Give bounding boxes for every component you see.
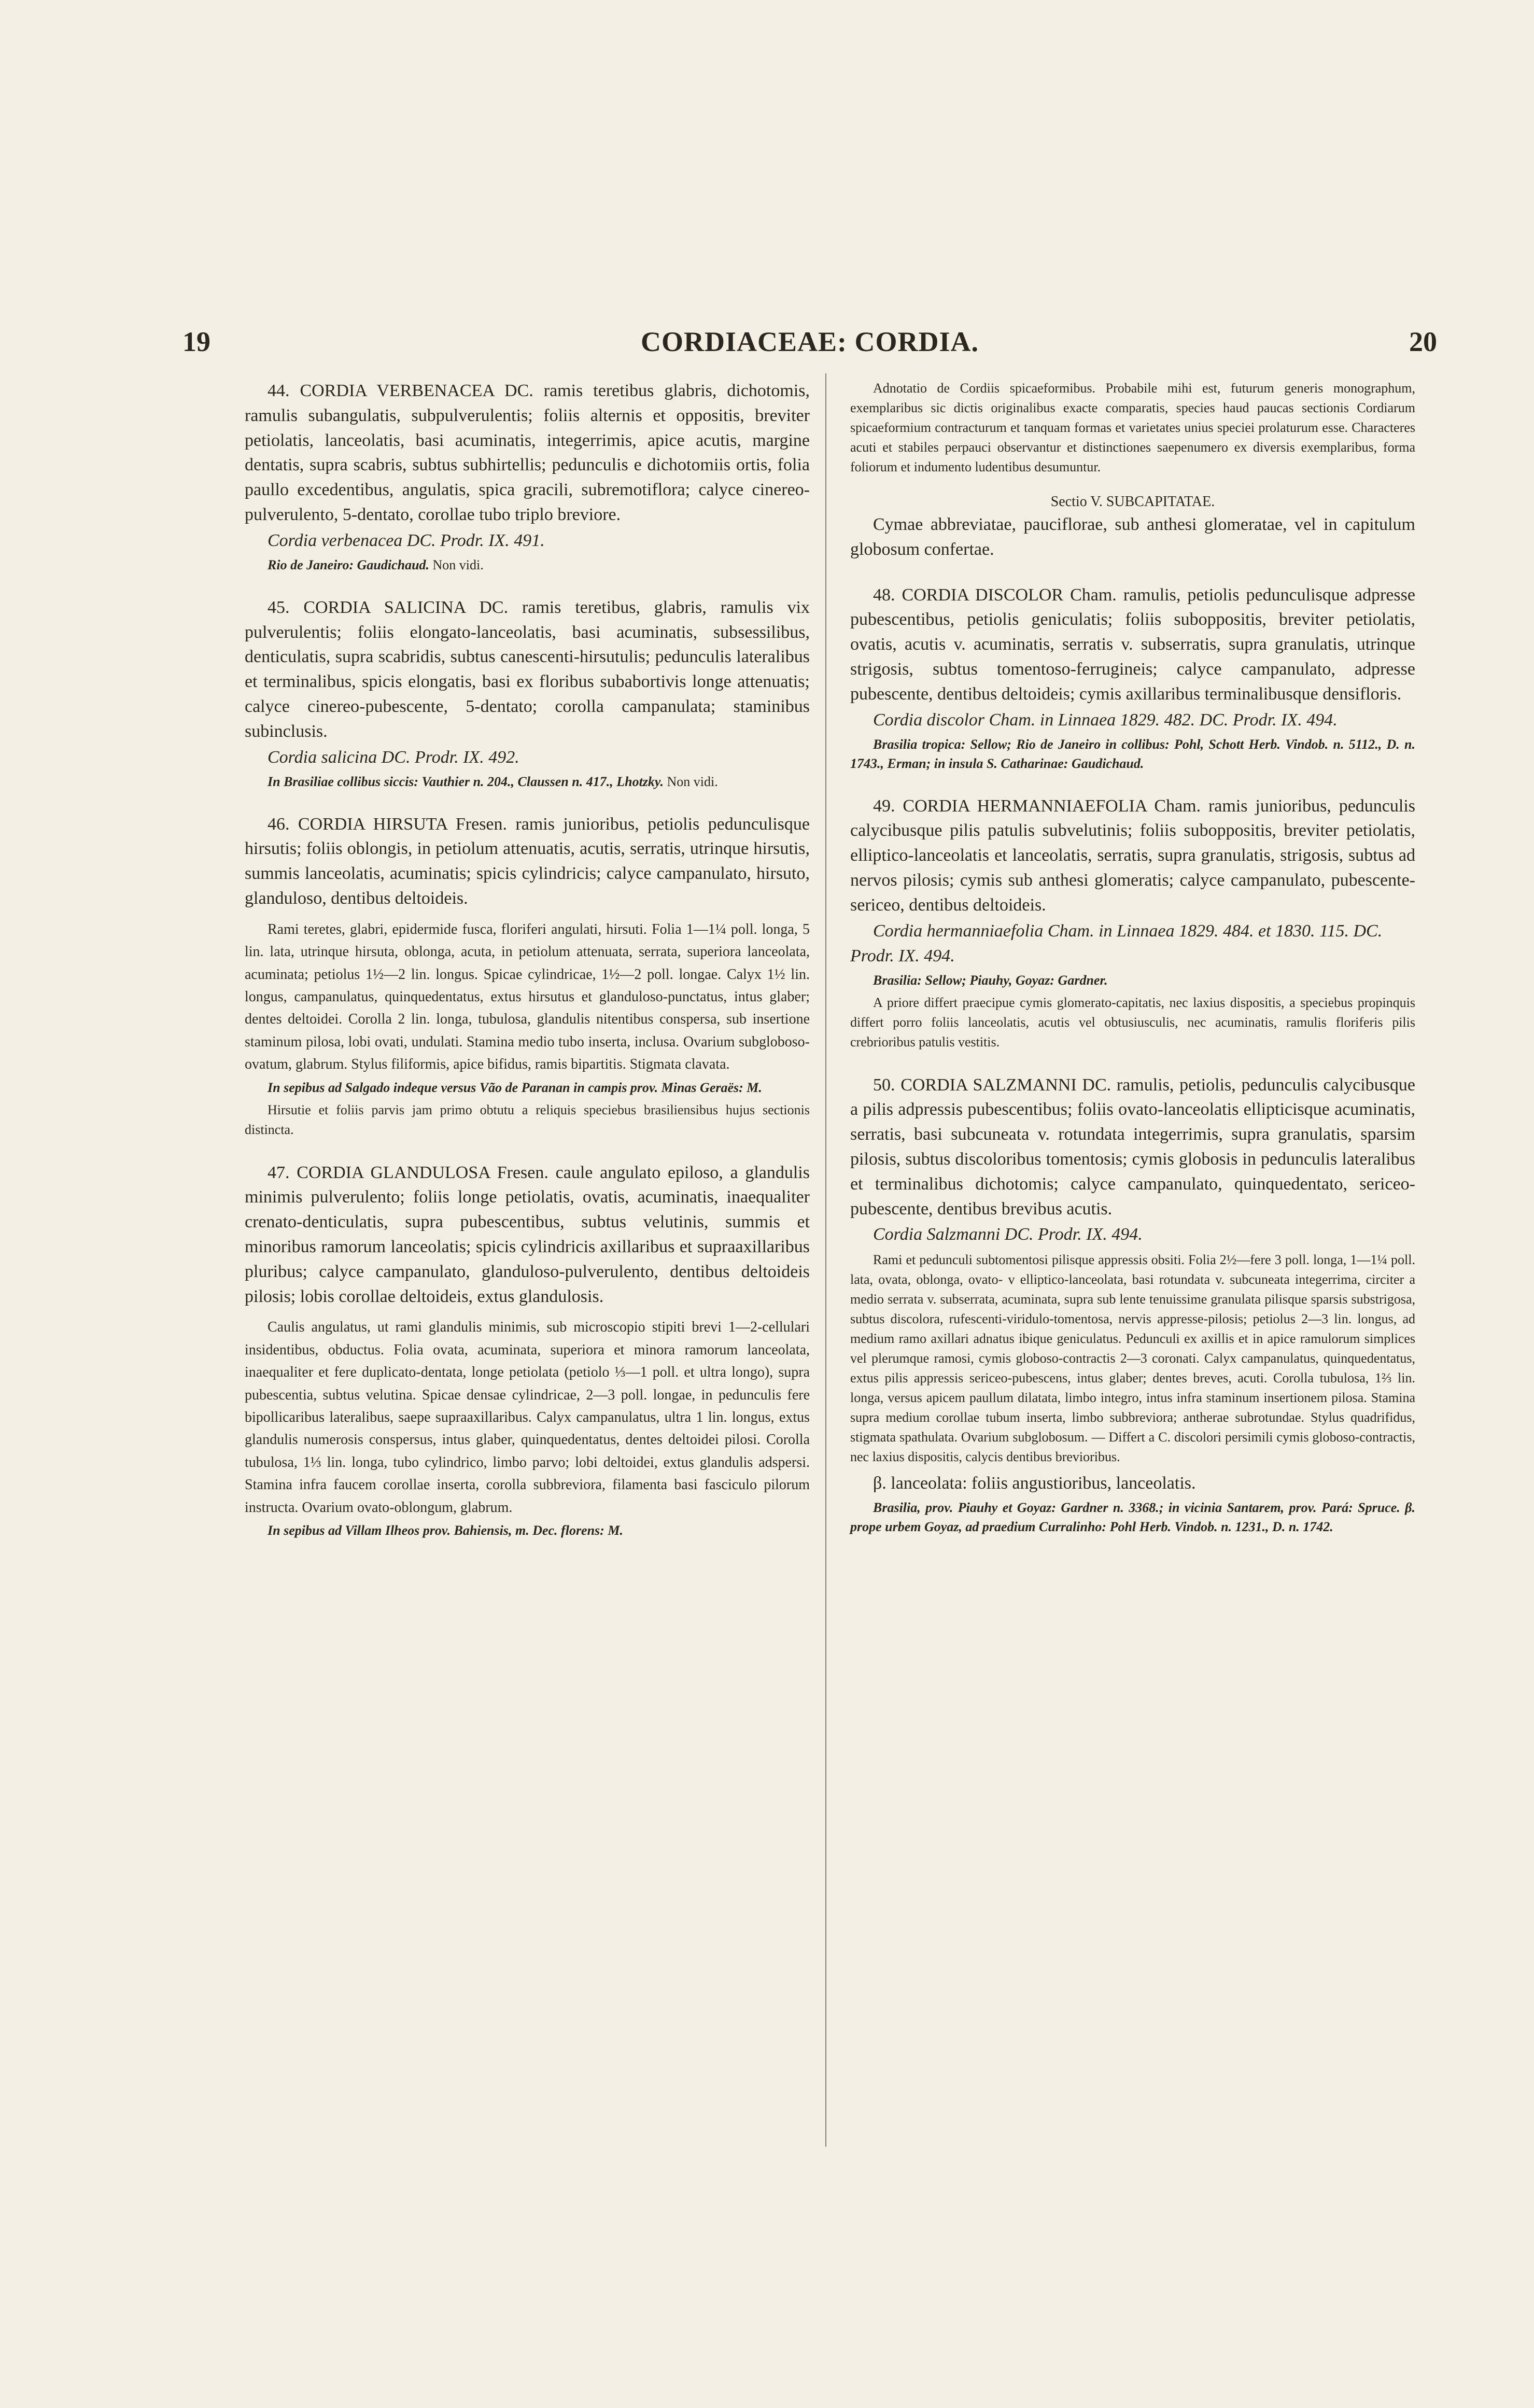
species-44-locality-note: Non vidi.	[429, 557, 484, 572]
species-50-variety: β. lanceolata: foliis angustioribus, lanceolatis.	[873, 1474, 1196, 1493]
species-45-diagnosis: 45. CORDIA SALICINA DC. ramis teretibus, glabris, ramulis vix pulverulentis; foliis elongato-lanceolatis, basi acuminatis, subsessilibus, denticulatis, supra scabridis, subtus canescenti-hirsutulis; pedunculis lateralibus et terminalibus, spicis elongatis, basi ex floribus subabortivis longe attenuatis; calyce cinereo-pubescente, 5-dentato; corolla campanulata; staminibus subinclusis.	[245, 597, 810, 741]
species-50-variety-locality	[850, 1498, 1415, 1536]
section-description: Cymae abbreviatae, pauciflorae, sub anthesi glomeratae, vel in capitulum globosum confertae.	[850, 515, 1415, 559]
species-47-diagnosis: 47. CORDIA GLANDULOSA Fresen. caule angulato epiloso, a glandulis minimis pulverulento; foliis longe petiolatis, ovatis, acuminatis, inaequaliter crenato-denticulatis, supra pubescentibus, subtus velutinis, summis et minoribus ramorum lanceolatis; spicis cylindricis axillaribus et supraaxillaribus pluribus; calyce campanulato, glanduloso-pulverulento, dentibus deltoideis pilosis; lobis corollae deltoideis, extus glandulosis.	[245, 1163, 810, 1306]
species-44-locality-place: Rio de Janeiro: Gaudichaud.	[268, 557, 430, 572]
running-title: CORDIACEAE: CORDIA.	[640, 326, 979, 357]
species-46-locality-place: In sepibus ad Salgado indeque versus Vão de Paranan in campis prov. Minas Geraës: M.	[268, 1080, 762, 1095]
page-number-left: 19	[182, 326, 210, 357]
species-45-locality-note: Non vidi.	[664, 774, 718, 789]
species-50-variety-locality-place: Brasilia, prov. Piauhy et Goyaz: Gardner n. 3368.; in vicinia Santarem, prov. Pará: Spruce. β. prope urbem Goyaz, ad praedium Curralinho: Pohl Herb. Vindob. n. 1231., D. n. 1742.	[850, 1500, 1415, 1535]
species-48-locality	[850, 735, 1415, 773]
species-44-synonym: Cordia verbenacea DC. Prodr. IX. 491.	[268, 530, 545, 550]
species-46-description: Rami teretes, glabri, epidermide fusca, floriferi angulati, hirsuti. Folia 1—1¼ poll. longa, 5 lin. lata, utrinque hirsuta, oblonga, acuta, in petiolum attenuata, serrata, superiora lanceolata, acuminata; petiolus 1½—2 lin. longus. Spicae cylindricae, 1½—2 poll. longae. Calyx 1½ lin. longus, campanulatus, quinquedentatus, extus hirsutus et glanduloso-punctatus, intus glaber; dentes deltoidei. Corolla 2 lin. longa, tubulosa, glandulis nitentibus conspersa, sub insertione staminum pilosa, lobi ovati, undulati. Stamina medio tubo inserta, inclusa. Ovarium subgloboso-ovatum, glabrum. Stylus filiformis, apice bifidus, ramis bipartitis. Stigmata clavata.	[245, 921, 810, 1073]
species-46-diagnosis: 46. CORDIA HIRSUTA Fresen. ramis junioribus, petiolis pedunculisque hirsutis; foliis oblongis, in petiolum attenuatis, acutis, serratis, utrinque hirsutis, summis lanceolatis, acuminatis; spicis cylindricis; calyce campanulato, hirsuto, glanduloso, dentibus deltoideis.	[245, 814, 810, 908]
section-heading: Sectio V. SUBCAPITATAE.	[1050, 494, 1215, 510]
species-48-locality-place: Brasilia tropica: Sellow; Rio de Janeiro in collibus: Pohl, Schott Herb. Vindob. n. 5112., D. n. 1743., Erman; in insula S. Catharinae: Gaudichaud.	[850, 736, 1415, 771]
species-45-locality	[245, 772, 810, 791]
species-49-note: A priore differt praecipue cymis glomerato-capitatis, nec laxius dispositis, a speciebus propinquis differt porro foliis lanceolatis, acutis vel obtusiusculis, nec acuminatis, ramulis floriferis pilis crebrioribus patulis vestitis.	[850, 995, 1415, 1049]
column-divider	[825, 373, 826, 2147]
species-49-locality-place: Brasilia: Sellow; Piauhy, Goyaz: Gardner.	[873, 972, 1108, 988]
species-48-diagnosis: 48. CORDIA DISCOLOR Cham. ramulis, petiolis pedunculisque adpresse pubescentibus, petiolis geniculatis; foliis suboppositis, breviter petiolatis, ovatis, acutis v. acuminatis, serratis v. subserratis, supra granulatis, utrinque strigosis, subtus tomentoso-ferrugineis; calyce campanulato, adpresse pubescente, dentibus deltoideis; cymis axillaribus terminalibusque densifloris.	[850, 585, 1415, 704]
left-column	[245, 379, 810, 1540]
adnotatio-note: Adnotatio de Cordiis spicaeformibus. Probabile mihi est, futurum generis monographum, exemplaribus sic dictis originalibus exacte comparatis, species haud paucas sectionis Cordiarum spicaeformium contracturum et tanquam formas et varietates unius speciei prolaturum esse. Characteres acuti et stabiles perpauci observantur et distinctiones saepenumero ex diversis exemplaribus, forma foliorum et indumento ludentibus desumuntur.	[850, 381, 1415, 474]
species-45-locality-place: In Brasiliae collibus siccis: Vauthier n. 204., Claussen n. 417., Lhotzky.	[268, 774, 664, 789]
species-49-diagnosis: 49. CORDIA HERMANNIAEFOLIA Cham. ramis junioribus, pedunculis calycibusque pilis patulis subvelutinis; foliis suboppositis, breviter petiolatis, elliptico-lanceolatis et lanceolatis, serratis, supra granulatis, strigosis, subtus ad nervos pilosis; cymis sub anthesi glomeratis; calyce campanulato, pubescente-sericeo, dentibus deltoideis.	[850, 796, 1415, 915]
species-50-diagnosis: 50. CORDIA SALZMANNI DC. ramulis, petiolis, pedunculis calycibusque a pilis adpressis pubescentibus; foliis ovato-lanceolatis ellipticisque acuminatis, serratis, basi subcuneata v. rotundata integerrimis, supra granulatis, sparsim pilosis, subtus discoloribus tomentosis; cymis globosis in pedunculis lateralibus et terminalibus dichotomis; calyce campanulato, quinquedentato, sericeo-pubescente, dentibus brevibus acutis.	[850, 1075, 1415, 1219]
species-46-locality	[245, 1078, 810, 1097]
species-47-locality	[245, 1521, 810, 1540]
species-46-note: Hirsutie et foliis parvis jam primo obtutu a reliquis speciebus brasiliensibus hujus sectionis distincta.	[245, 1102, 810, 1137]
species-49-locality	[850, 971, 1415, 990]
species-48-synonym: Cordia discolor Cham. in Linnaea 1829. 482. DC. Prodr. IX. 494.	[873, 710, 1338, 730]
species-50-synonym: Cordia Salzmanni DC. Prodr. IX. 494.	[873, 1225, 1143, 1244]
species-44-locality	[245, 555, 810, 575]
species-47-description: Caulis angulatus, ut rami glandulis minimis, sub microscopio stipiti brevi 1—2-cellulari insidentibus, obductus. Folia ovata, acuminata, superiora et minora ramorum lanceolata, inaequaliter et fere duplicato-dentata, longe petiolata (petiolo ⅓—1 poll. et ultra longo), supra pubescentia, subtus velutina. Spicae densae cylindricae, 2—3 poll. longae, in pedunculis fere bipollicaribus lateralibus, saepe supraaxillaribus. Calyx campanulatus, ultra 1 lin. longus, extus glandulis numerosis conspersus, intus glaber, quinquedentatus, dentes deltoidei pilosi. Corolla tubulosa, 1⅓ lin. longa, tubo cylindrico, limbo parvo; lobi deltoidei, extus glandulis adspersi. Stamina infra faucem corollae inserta, corolla subbreviora, filamenta basi fasciculo pilorum instructa. Ovarium ovato-oblongum, glabrum.	[245, 1319, 810, 1516]
species-50-description: Rami et pedunculi subtomentosi pilisque appressis obsiti. Folia 2½—fere 3 poll. longa, 1—1¼ poll. lata, ovata, oblonga, ovato- v elliptico-lanceolata, basi rotundata v. subcuneata integerrima, circiter a medio serrata v. subserrata, acuminata, supra sub lente tenuissime granulata pilisque sparsis substrigosa, subtus discolora, rufescenti-viridulo-tomentosa, nervis appresse-pilosis; petiolus 2—3 lin. longus, ad medium ramo axillari adnatus ibique geniculatus. Pedunculi ex axillis et in apice ramulorum simplices vel plerumque ramosi, cymis globoso-contractis 2—3 coronati. Calyx campanulatus, quinquedentatus, extus pilis appressis sericeo-pubescens, intus glaber; dentes breves, acuti. Corolla tubulosa, 1⅔ lin. longa, versus apicem paullum dilatata, limbo integro, intus infra staminum insertionem pilosa. Stamina supra medium corollae tubum inserta, limbo subbreviora; antherae subrotundae. Stylus quadrifidus, stigmata spathulata. Ovarium subglobosum. — Differt a C. discolori persimili cymis globoso-contractis, nec laxius dispositis, calycis dentibus brevioribus.	[850, 1252, 1415, 1465]
species-47-locality-place: In sepibus ad Villam Ilheos prov. Bahiensis, m. Dec. florens: M.	[268, 1523, 623, 1538]
page-number-right: 20	[1409, 326, 1437, 357]
species-45-synonym: Cordia salicina DC. Prodr. IX. 492.	[268, 747, 519, 767]
running-header	[182, 326, 1437, 367]
species-49-synonym: Cordia hermanniaefolia Cham. in Linnaea 1829. 484. et 1830. 115. DC. Prodr. IX. 494.	[850, 921, 1383, 965]
right-column	[850, 379, 1415, 1536]
species-44-diagnosis: 44. CORDIA VERBENACEA DC. ramis teretibus glabris, dichotomis, ramulis subangulatis, subpulverulentis; foliis alternis et oppositis, breviter petiolatis, lanceolatis, basi acuminatis, integerrimis, apice acutis, margine dentatis, supra scabris, subtus subhirtellis; pedunculis e dichotomiis ortis, folia paullo excedentibus, angulatis, spica gracili, subremotiflora; calyce cinereo-pulverulento, 5-dentato, corollae tubo triplo breviore.	[245, 381, 810, 524]
